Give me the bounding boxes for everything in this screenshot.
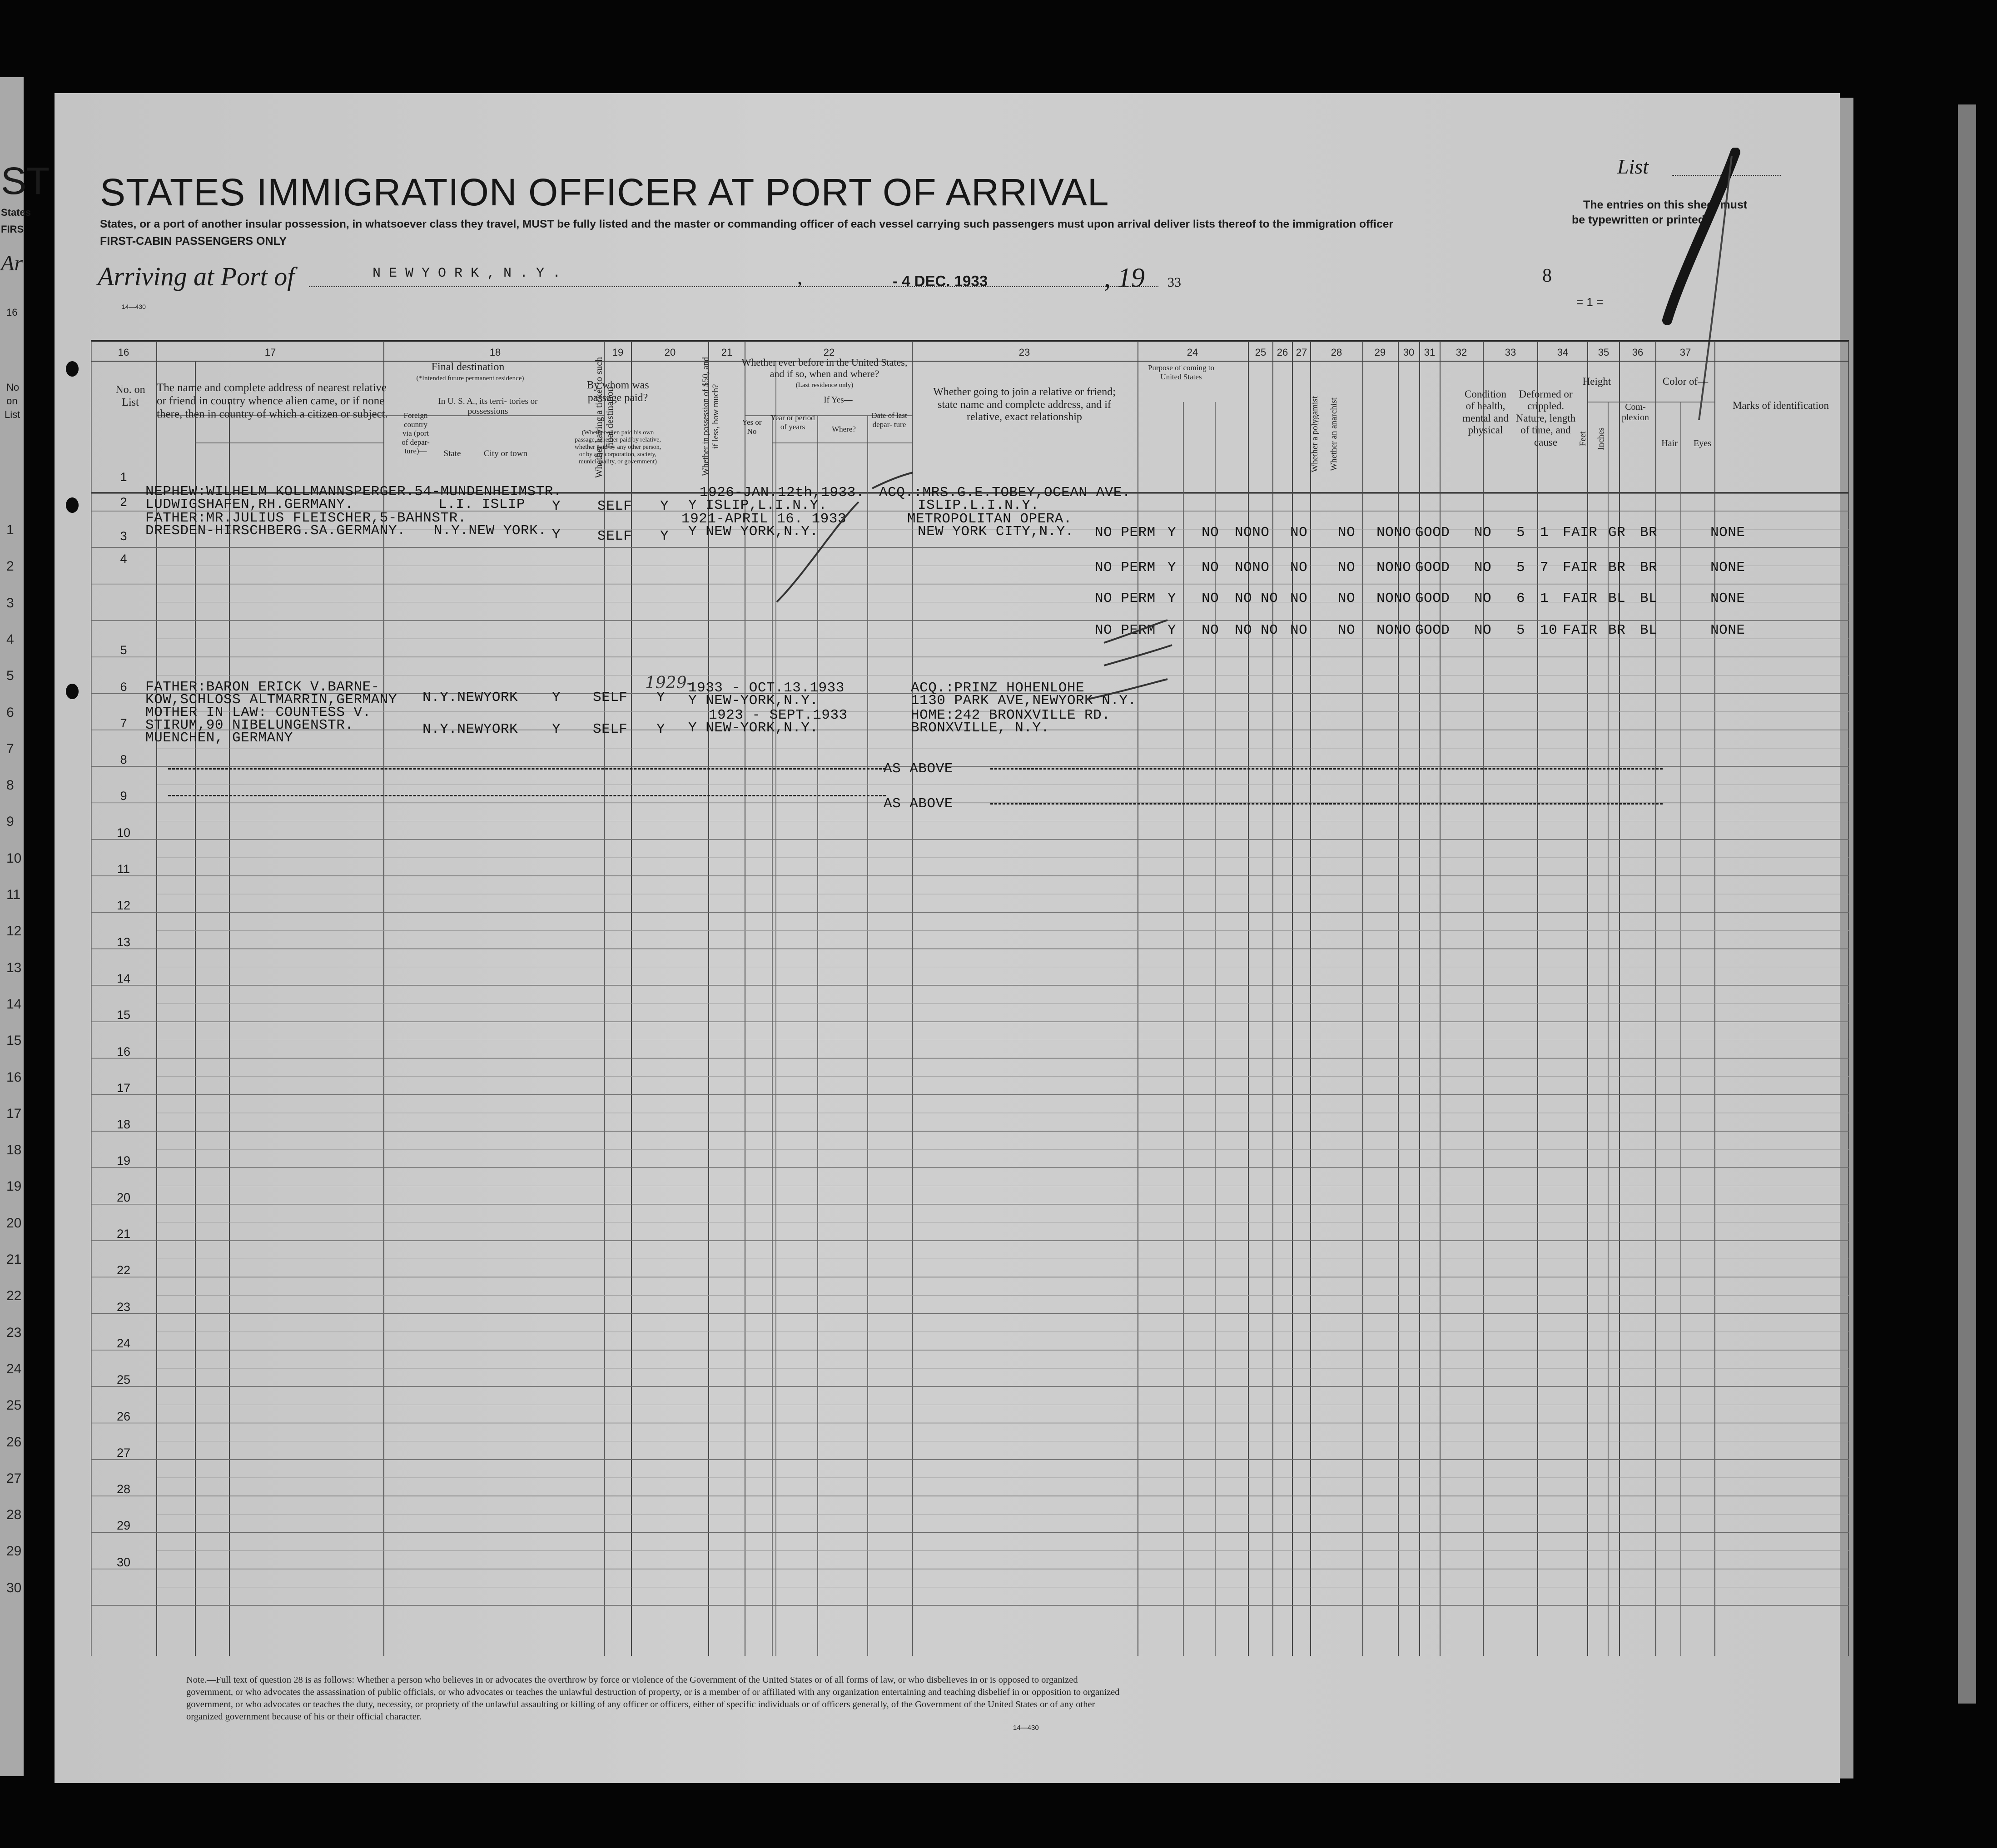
header-foreign-country: Foreign country via (port of depar- ture)—	[402, 411, 430, 456]
row-number: 29	[116, 1519, 131, 1533]
row1-c30_31: NONO	[1376, 525, 1411, 541]
column-number-31: 31	[1424, 347, 1436, 358]
year-suffix: 33	[1167, 275, 1181, 290]
row2-feet: 5	[1516, 560, 1525, 576]
row-number: 13	[116, 935, 131, 949]
header-passage-paid: By whom was passage paid?	[586, 379, 649, 404]
left-row-number: 4	[6, 631, 14, 647]
left-fragment-list: List	[5, 409, 20, 420]
column-number-36: 36	[1632, 347, 1644, 358]
row1-marks: NONE	[1710, 525, 1745, 541]
row2-purpose: NO PERM	[1095, 560, 1156, 576]
row1-c25: NO	[1202, 525, 1219, 541]
row-number: 19	[116, 1154, 131, 1168]
row3-eyes: BL	[1640, 591, 1658, 606]
row2-join-1: METROPOLITAN OPERA.	[907, 511, 1072, 527]
header-eyes: Eyes	[1694, 438, 1711, 448]
header-anarchist: Whether an anarchist	[1329, 397, 1339, 471]
row2-inches: 7	[1540, 560, 1549, 576]
row3-join-1: ACQ.:PRINZ HOHENLOHE	[911, 680, 1085, 696]
left-row-number: 11	[6, 887, 21, 902]
left-row-number: 12	[6, 924, 22, 939]
row-number: 27	[116, 1446, 131, 1460]
column-number-19: 19	[612, 347, 624, 358]
row4-paid: SELF	[593, 721, 628, 737]
adjacent-page-left	[0, 77, 50, 1776]
row3-before-handwritten: 1929-	[645, 674, 692, 692]
row4-eyes: BL	[1640, 622, 1658, 638]
row3-deformed: NO	[1474, 591, 1492, 606]
row3-feet: 6	[1516, 591, 1525, 606]
row-number: 3	[120, 529, 127, 543]
row6-dash-right	[990, 803, 1663, 805]
header-passage-note: (Whether alien paid his own passage, whether paid by relative, whether paid by any other person, or by any corporation, society, munici- pality, or government)	[574, 429, 661, 466]
left-fragment-states: States	[1, 207, 31, 218]
column-number-30: 30	[1403, 347, 1415, 358]
row3-c29: NO	[1338, 591, 1356, 606]
column-number-26: 26	[1277, 347, 1288, 358]
row3-c28: NO	[1290, 591, 1308, 606]
page-number: 8	[1542, 265, 1552, 286]
left-row-number: 8	[6, 778, 14, 793]
row3-c25: NO	[1202, 591, 1219, 606]
row4-feet: 5	[1516, 622, 1525, 638]
row3-ticket: Y	[552, 690, 561, 705]
row3-before-2: Y NEW-YORK,N.Y.	[688, 693, 819, 709]
row2-c30_31: NONO	[1376, 560, 1411, 576]
header-deformed: Deformed or crippled. Nature, length of time, and cause	[1515, 388, 1576, 448]
header-city: City or town	[483, 449, 528, 458]
left-row-number: 15	[6, 1033, 22, 1048]
row5-dash-right	[990, 768, 1663, 770]
header-feet: Feet	[1578, 431, 1588, 447]
row-number: 21	[116, 1227, 131, 1241]
header-where: Where?	[832, 425, 856, 433]
left-row-number: 28	[6, 1507, 22, 1523]
row4-health: GOOD	[1415, 622, 1450, 638]
row4-complexion: FAIR	[1563, 622, 1598, 638]
column-number-24: 24	[1187, 347, 1198, 358]
column-number-23: 23	[1018, 347, 1030, 358]
header-height: Height	[1582, 376, 1611, 387]
row5-dash-left	[168, 768, 886, 770]
row-number: 15	[116, 1008, 131, 1022]
row1-join-2: ISLIP.L.I.N.Y.	[918, 497, 1039, 513]
header-marks: Marks of identification	[1732, 400, 1829, 411]
row3-health: GOOD	[1415, 591, 1450, 606]
row2-c26_27: NONO	[1235, 560, 1270, 576]
left-fragment-first: FIRS	[1, 224, 24, 235]
row1-feet: 5	[1516, 525, 1525, 541]
row4-ticket: Y	[552, 721, 561, 737]
row4-deformed: NO	[1474, 622, 1492, 638]
row2-c24b: Y	[1167, 560, 1177, 576]
row1-paid: SELF	[597, 498, 632, 514]
row-number: 9	[120, 789, 127, 803]
left-row-number: 9	[6, 814, 14, 830]
row1-destination: L.I. ISLIP	[438, 497, 526, 512]
header-no-on-list: No. on List	[115, 384, 145, 408]
row1-before-1: 1926-JAN.12th,1933.	[700, 485, 864, 501]
header-date-departure: Date of last depar- ture	[871, 411, 907, 429]
header-yes-no: Yes or No	[742, 418, 762, 436]
row3-c30_31: NONO	[1376, 591, 1411, 606]
column-number-37: 37	[1679, 347, 1691, 358]
header-in-usa: In U. S. A., its terri- tories or possessions	[438, 397, 538, 416]
column-number-21: 21	[721, 347, 733, 358]
year-prefix: , 19	[1104, 263, 1145, 293]
header-last-residence: (Last residence only)	[795, 382, 854, 389]
left-row-number: 20	[6, 1215, 22, 1231]
row2-c28: NO	[1290, 560, 1308, 576]
row2-before-1: 1921-APRIL 16. 1933	[681, 511, 846, 527]
left-fragment-colnum: 16	[6, 307, 18, 318]
row3-c26_27: NO	[1235, 591, 1252, 606]
header-inches: Inches	[1596, 427, 1606, 450]
row-number: 25	[116, 1373, 131, 1387]
row1-eyes: BR	[1640, 525, 1658, 541]
header-if-yes: If Yes—	[824, 395, 853, 405]
left-row-number: 23	[6, 1325, 22, 1340]
row2-fifty: Y	[660, 528, 669, 544]
row4-before-2: Y NEW-YORK,N.Y.	[688, 720, 819, 736]
left-row-number: 26	[6, 1434, 22, 1450]
left-row-number: 13	[6, 960, 22, 975]
row4-c24b: Y	[1167, 622, 1177, 638]
left-row-number: 24	[6, 1361, 22, 1376]
row4-join-1: HOME:242 BRONXVILLE RD.	[911, 707, 1111, 723]
binding-hole	[66, 497, 79, 513]
row1-fifty: Y	[660, 498, 669, 514]
row1-c26_27: NONO	[1235, 525, 1270, 541]
left-row-number: 29	[6, 1544, 22, 1559]
row4-c30_31: NONO	[1376, 622, 1411, 638]
left-row-number: 3	[6, 595, 14, 611]
row2-marks: NONE	[1710, 560, 1745, 576]
form-code-top: 14—430	[122, 303, 146, 310]
column-number-27: 27	[1296, 347, 1307, 358]
row6-dash-left	[168, 795, 886, 796]
column-number-28: 28	[1331, 347, 1342, 358]
row-number: 16	[116, 1044, 131, 1058]
row2-ticket: Y	[552, 527, 561, 543]
left-row-number: 22	[6, 1288, 22, 1304]
row3-c27: NO	[1261, 591, 1278, 606]
row1-c28: NO	[1290, 525, 1308, 541]
footer-form-code: 14—430	[1013, 1724, 1039, 1732]
row-number: 23	[116, 1300, 131, 1314]
column-number-17: 17	[264, 347, 276, 358]
row4-destination: N.Y.NEWYORK	[422, 721, 518, 737]
row3-relative-1: FATHER:BARON ERICK V.BARNE-	[145, 679, 380, 695]
header-purpose: Purpose of coming to United States	[1148, 363, 1214, 381]
column-number-33: 33	[1505, 347, 1516, 358]
row2-hair: BR	[1608, 560, 1626, 576]
manifest-page	[55, 93, 1840, 1783]
row3-marks: NONE	[1710, 591, 1745, 606]
row1-health: GOOD	[1415, 525, 1450, 541]
left-fragment-no: No	[6, 382, 20, 393]
handwritten-check-marks	[759, 470, 1213, 752]
row1-relative-1: NEPHEW:WILHELM KOLLMANNSPERGER.54-MUNDENHEIMSTR.	[145, 484, 562, 500]
row-number: 30	[116, 1555, 131, 1569]
left-fragment-arriving: Ar	[1, 251, 23, 275]
list-label: List	[1617, 155, 1649, 178]
row2-eyes: BR	[1640, 560, 1658, 576]
row-number: 1	[120, 470, 127, 484]
port-value: N E W Y O R K , N . Y .	[373, 266, 561, 281]
row3-join-2: 1130 PARK AVE,NEWYORK N.Y.	[911, 693, 1137, 709]
row-number: 6	[120, 680, 127, 694]
row3-hair: BL	[1608, 591, 1626, 606]
row2-join-2: NEW YORK CITY,N.Y.	[918, 524, 1074, 540]
header-line-2: FIRST-CABIN PASSENGERS ONLY	[100, 235, 287, 248]
sheet-mark: = 1 =	[1576, 295, 1604, 309]
row2-before-2: Y NEW YORK,N.Y.	[688, 524, 819, 540]
row-number: 22	[116, 1263, 131, 1277]
left-row-number: 1	[6, 522, 14, 537]
row1-purpose: NO PERM	[1095, 525, 1156, 541]
page-title: STATES IMMIGRATION OFFICER AT PORT OF ARRIVAL	[100, 171, 1109, 214]
row-number: 24	[116, 1336, 131, 1350]
left-row-number: 18	[6, 1143, 22, 1158]
left-row-number: 27	[6, 1470, 22, 1486]
left-row-number: 19	[6, 1179, 22, 1194]
row-number: 7	[120, 716, 127, 730]
date-stamp: - 4 DEC. 1933	[893, 273, 988, 289]
header-relative: The name and complete address of nearest relative or friend in country whence alien came, or if none there, then in country of which a citizen or subject.	[157, 382, 388, 420]
row-number: 28	[116, 1482, 131, 1496]
row3-paid: SELF	[593, 690, 628, 705]
row-number: 4	[120, 552, 127, 566]
row6-as-above: AS ABOVE	[884, 796, 953, 812]
header-fifty-dollars: Whether in possession of $50, and if less, how much?	[701, 357, 720, 476]
row1-relative-2: LUDWIGSHAFEN,RH.GERMANY.	[145, 497, 354, 512]
row3-inches: 1	[1540, 591, 1549, 606]
header-complexion: Com- plexion	[1622, 402, 1649, 422]
left-row-number: 17	[6, 1106, 22, 1121]
row2-destination: N.Y.NEW YORK.	[434, 523, 547, 539]
row2-complexion: FAIR	[1563, 560, 1598, 576]
row-number: 5	[120, 643, 127, 657]
row3-fifty: Y	[656, 690, 666, 705]
row1-c24b: Y	[1167, 525, 1177, 541]
row2-paid: SELF	[597, 528, 632, 544]
row2-relative-1: FATHER:MR.JULIUS FLEISCHER,5-BAHNSTR.	[145, 510, 467, 526]
row4-relative-1: MOTHER IN LAW: COUNTESS V.	[145, 705, 371, 720]
row4-relative-3: MUENCHEN, GERMANY	[145, 730, 293, 746]
binding-hole	[66, 361, 79, 377]
header-health: Condition of health, mental and physical	[1462, 388, 1509, 436]
arriving-label: Arriving at Port of	[98, 262, 295, 291]
row-number: 11	[117, 862, 130, 876]
row3-relative-2: KOW,SCHLOSS ALTMARRIN,GERMANY	[145, 692, 397, 708]
header-color-of: Color of—	[1662, 376, 1709, 387]
row-number: 8	[120, 753, 127, 767]
row3-purpose: NO PERM	[1095, 591, 1156, 606]
column-number-34: 34	[1557, 347, 1569, 358]
row5-as-above: AS ABOVE	[884, 761, 953, 777]
instructions-line-1: The entries on this sheet must	[1583, 199, 1748, 211]
left-fragment-on: on	[6, 395, 18, 407]
row-number: 14	[116, 971, 131, 985]
footer-note: Note.—Full text of question 28 is as follows: Whether a person who believes in or advocates the overthrow by force or violence of the Government of the United States or of all forms of law, or who disbelieves in or is opposed to organized government, or who advocates the assassination of public officials, or who advocates or teaches the unlawful destruction of property, or is a member of or affiliated with any organization entertaining and teaching disbelief in or opposition to organized government, or who advocates or teaches the duty, necessity, or propriety of the unlawful assaulting or killing of any officer or officers, either of specific individuals or of officers generally, of the Government of the United States or of any other organized government because of his or their official character.	[186, 1675, 1120, 1722]
left-row-number: 14	[6, 996, 22, 1012]
column-number-22: 22	[823, 347, 835, 358]
header-join-relative: Whether going to join a relative or friend; state name and complete address, and if relative, exact relationship	[933, 386, 1116, 423]
row1-c29: NO	[1338, 525, 1356, 541]
header-state: State	[443, 449, 461, 458]
column-number-32: 32	[1456, 347, 1467, 358]
row4-c26_27: NO	[1235, 622, 1252, 638]
left-row-number: 16	[6, 1069, 22, 1085]
header-year-period: Year or period of years	[770, 413, 815, 431]
left-row-number: 25	[6, 1398, 22, 1413]
row4-c27: NO	[1261, 622, 1278, 638]
left-row-number: 7	[6, 741, 14, 756]
column-number-35: 35	[1598, 347, 1610, 358]
port-line	[309, 286, 840, 287]
header-ever-before: Whether ever before in the United States, and if so, when and where?	[741, 357, 908, 380]
row1-join-1: ACQ.:MRS.G.E.TOBEY,OCEAN AVE.	[879, 485, 1131, 501]
row1-before-2: Y ISLIP,L.I.N.Y.	[688, 497, 827, 513]
header-polygamist: Whether a polygamist	[1310, 396, 1320, 472]
row4-inches: 10	[1540, 622, 1558, 638]
left-fragment-title: ST	[1, 159, 50, 202]
row3-before-1: 1933 - OCT.13.1933	[688, 680, 845, 696]
row3-complexion: FAIR	[1563, 591, 1598, 606]
row-number: 26	[116, 1409, 131, 1423]
row-number: 17	[116, 1081, 131, 1095]
row4-hair: BR	[1608, 622, 1626, 638]
row1-hair: GR	[1608, 525, 1626, 541]
row1-ticket: Y	[552, 498, 561, 514]
adjacent-page-right	[1958, 104, 1976, 1704]
row2-c25: NO	[1202, 560, 1219, 576]
column-number-18: 18	[489, 347, 501, 358]
row3-c24b: Y	[1167, 591, 1177, 606]
left-row-number: 6	[6, 705, 14, 720]
left-row-number: 10	[6, 850, 22, 866]
instructions-line-2: be typewritten or printed.	[1572, 214, 1709, 226]
row2-relative-2: DRESDEN-HIRSCHBERG.SA.GERMANY.	[145, 523, 406, 539]
comma: ,	[797, 266, 802, 288]
row4-relative-2: STIRUM,90 NIBELUNGENSTR.	[145, 717, 354, 733]
row-number: 20	[116, 1190, 131, 1204]
column-number-29: 29	[1374, 347, 1386, 358]
header-final-destination: Final destination	[431, 361, 505, 373]
row4-marks: NONE	[1710, 622, 1745, 638]
row2-health: GOOD	[1415, 560, 1450, 576]
row4-c29: NO	[1338, 622, 1356, 638]
row-number: 12	[116, 899, 131, 913]
row2-c29: NO	[1338, 560, 1356, 576]
row4-join-2: BRONXVILLE, N.Y.	[911, 720, 1050, 736]
row-number: 10	[116, 825, 131, 840]
row4-before-1: 1923 - SEPT.1933	[709, 707, 848, 723]
row-number: 18	[116, 1118, 131, 1132]
row2-deformed: NO	[1474, 560, 1492, 576]
left-row-number: 5	[6, 668, 14, 684]
row1-inches: 1	[1540, 525, 1549, 541]
row-number: 2	[120, 495, 127, 509]
left-row-number: 21	[6, 1252, 22, 1267]
row3-destination: N.Y.NEWYORK	[422, 690, 518, 705]
left-row-number: 2	[6, 559, 14, 574]
row1-complexion: FAIR	[1563, 525, 1598, 541]
column-number-16: 16	[118, 347, 129, 358]
row4-c28: NO	[1290, 622, 1308, 638]
header-hair: Hair	[1661, 438, 1678, 448]
column-number-25: 25	[1255, 347, 1267, 358]
column-number-20: 20	[664, 347, 676, 358]
left-row-number: 30	[6, 1580, 22, 1595]
row4-c25: NO	[1202, 622, 1219, 638]
header-final-destination-note: (*Intended future permanent residence)	[416, 375, 524, 382]
row1-deformed: NO	[1474, 525, 1492, 541]
header-line-1: States, or a port of another insular possession, in whatsoever class they travel, MUST be fully listed and the master or commanding officer of each vessel carrying such passengers must upon arrival deliver lists thereof to the immigration officer	[100, 218, 1393, 230]
header-ticket: Whether having a ticket to such final destination	[593, 357, 615, 478]
row4-fifty: Y	[656, 721, 666, 737]
row4-purpose: NO PERM	[1095, 622, 1156, 638]
binding-hole	[66, 684, 79, 699]
